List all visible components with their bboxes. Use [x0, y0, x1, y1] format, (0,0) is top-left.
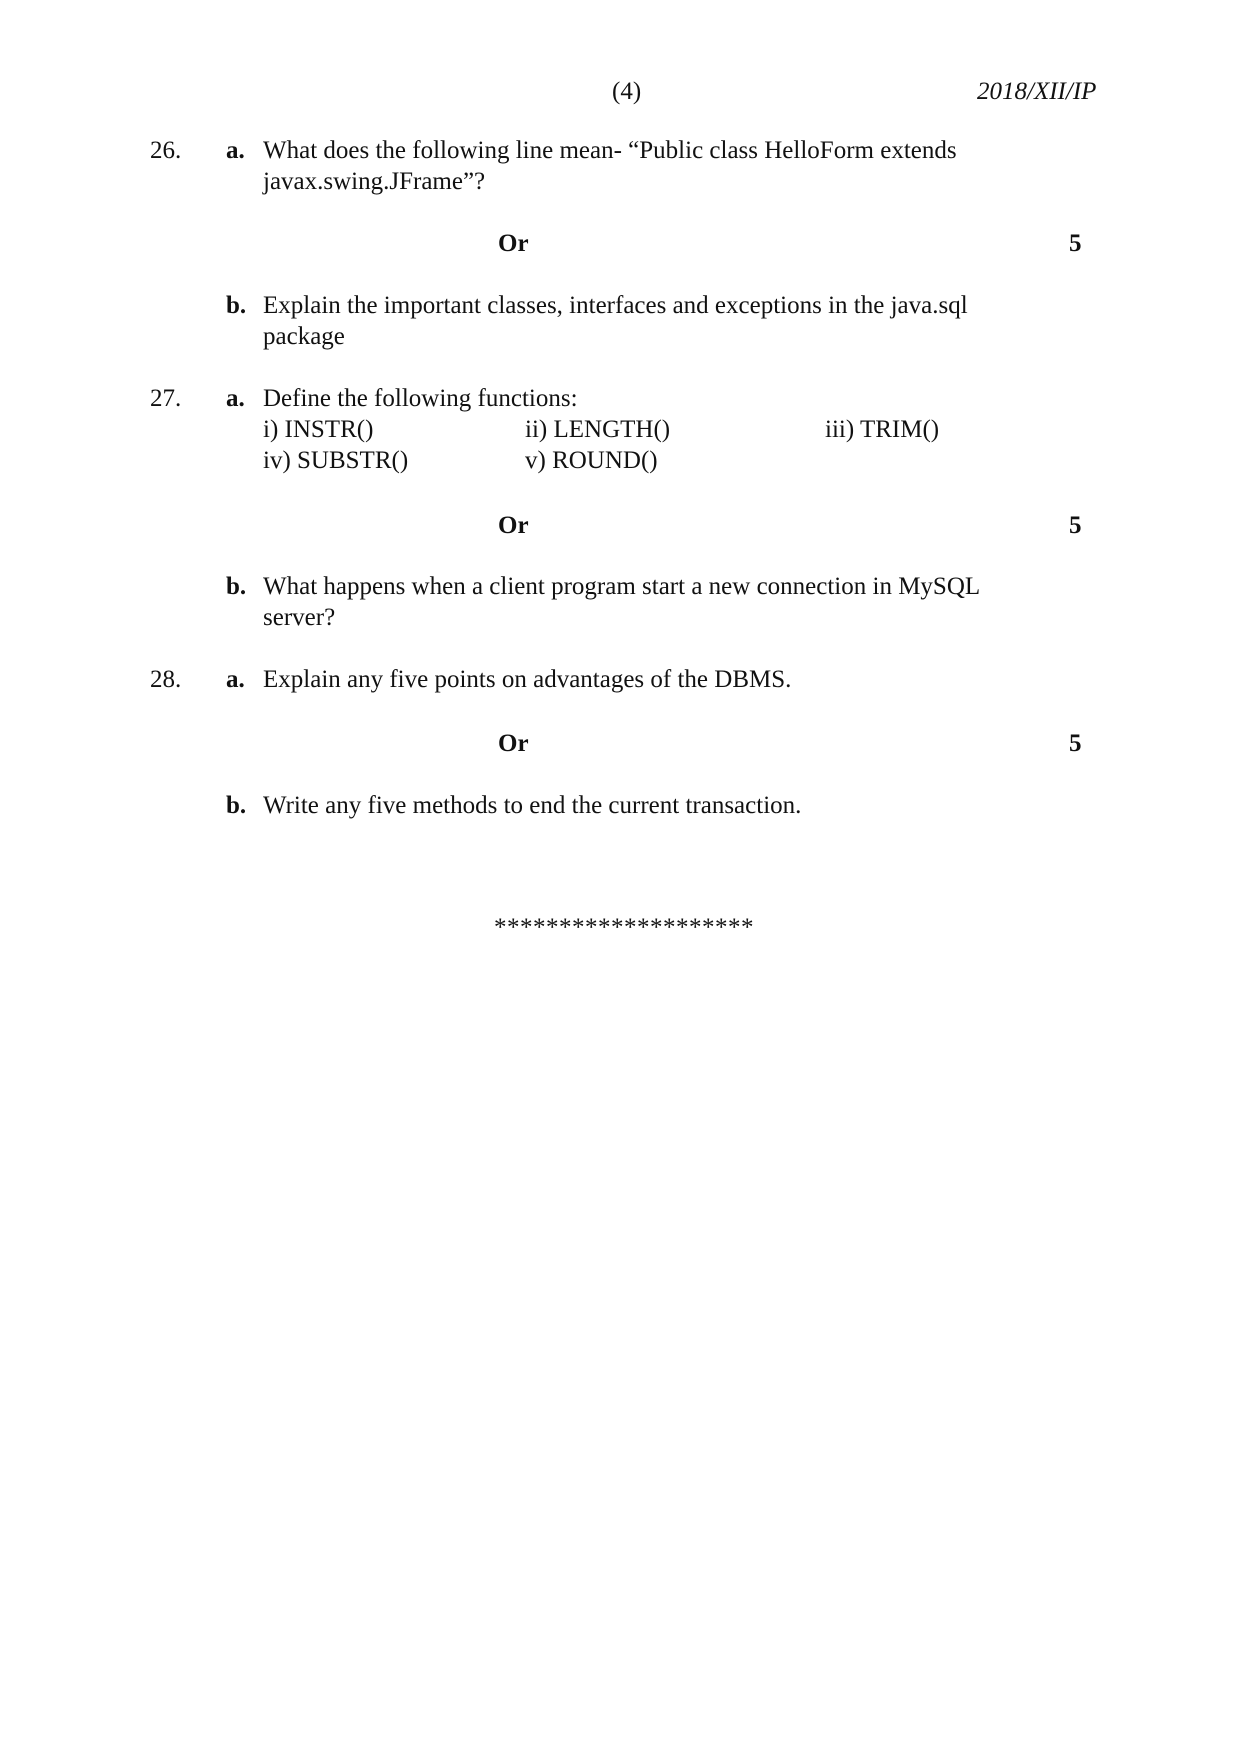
- question-text-line: What happens when a client program start a new connection in MySQL: [263, 573, 981, 600]
- part-label: a.: [226, 137, 245, 164]
- part-label: b.: [226, 792, 247, 819]
- function-item: iii) TRIM(): [825, 416, 940, 443]
- question-text-line: package: [263, 323, 345, 350]
- question-text-line: javax.swing.JFrame”?: [263, 168, 486, 195]
- paper-code: 2018/XII/IP: [977, 78, 1097, 105]
- function-item: ii) LENGTH(): [525, 416, 671, 443]
- question-number: 28.: [150, 666, 182, 693]
- end-of-paper-marker: ********************: [494, 914, 754, 941]
- question-number: 26.: [150, 137, 182, 164]
- part-label: b.: [226, 573, 247, 600]
- page-number: (4): [612, 78, 642, 105]
- question-text-line: Define the following functions:: [263, 385, 578, 412]
- part-label: a.: [226, 385, 245, 412]
- question-text-line: What does the following line mean- “Public class HelloForm extends: [263, 137, 957, 164]
- marks: 5: [1069, 730, 1082, 757]
- marks: 5: [1069, 512, 1082, 539]
- part-label: b.: [226, 292, 247, 319]
- question-text-line: Explain the important classes, interfaces and exceptions in the java.sql: [263, 292, 968, 319]
- question-text-line: Explain any five points on advantages of the DBMS.: [263, 666, 792, 693]
- marks: 5: [1069, 230, 1082, 257]
- or-label: Or: [498, 230, 529, 257]
- question-text-line: server?: [263, 604, 336, 631]
- or-label: Or: [498, 730, 529, 757]
- function-item: iv) SUBSTR(): [263, 447, 409, 474]
- or-label: Or: [498, 512, 529, 539]
- function-item: v) ROUND(): [525, 447, 658, 474]
- question-number: 27.: [150, 385, 182, 412]
- function-item: i) INSTR(): [263, 416, 374, 443]
- part-label: a.: [226, 666, 245, 693]
- question-text-line: Write any five methods to end the current transaction.: [263, 792, 802, 819]
